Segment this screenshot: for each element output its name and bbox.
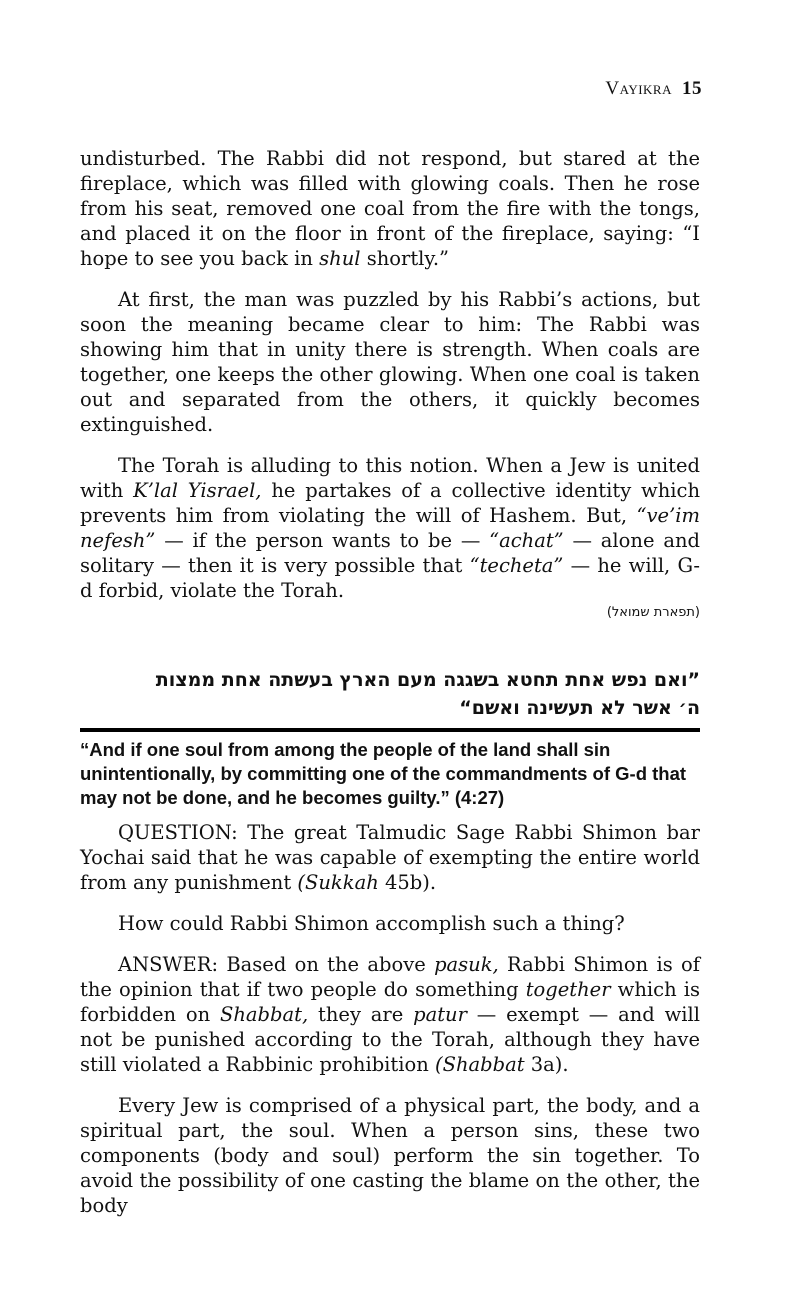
paragraph-3: The Torah is alluding to this notion. When a Jew is united with K’lal Yisrael, he partakes of a collective identity which prevents him from violating the will of Hashem. But, “ve’im nefesh” — if the person wants to be — “achat” — alone and solitary — then it is very possible that “techeta” — he will, G-d forbid, violate the Torah.	[80, 454, 701, 602]
question-paragraph: QUESTION: The great Talmudic Sage Rabbi Shimon bar Yochai said that he was capable of exempting the entire world from any punishment (Sukkah 45b).	[80, 821, 700, 894]
page-body	[80, 146, 700, 1234]
verse-translation: “And if one soul from among the people of the land shall sin unintentionally, by committing one of the commandments of G-d that may not be done, and he becomes guilty.” (4:27)	[80, 739, 687, 808]
hebrew-verse	[80, 666, 700, 732]
running-title: Vayikra	[605, 78, 672, 99]
source-citation: (תפארת שמואל)	[606, 605, 700, 620]
paragraph-4: Every Jew is comprised of a physical part, the body, and a spiritual part, the soul. When a person sins, these two components (body and soul) perform the sin together. To avoid the possibility of one casting the blame on the other, the body	[80, 1094, 700, 1217]
paragraph-1: undisturbed. The Rabbi did not respond, but stared at the fireplace, which was filled with glowing coals. Then he rose from his seat, removed one coal from the fire with the tongs, and placed it on the floor in front of the fireplace, saying: “I hope to see you back in shul shortly.”	[80, 147, 700, 270]
hebrew-verse-line-2: ה׳ אשר לא תעשינה ואשם“	[459, 697, 700, 719]
page-number: 15	[682, 78, 702, 99]
paragraph-2: At first, the man was puzzled by his Rabbi’s actions, but soon the meaning became clear to him: The Rabbi was showing him that in unity there is strength. When coals are together, one keeps the other glowing. When one coal is taken out and separated from the others, it quickly becomes extinguished.	[80, 288, 700, 436]
running-header	[605, 78, 702, 100]
answer-paragraph: ANSWER: Based on the above pasuk, Rabbi Shimon is of the opinion that if two people do something together which is forbidden on Shabbat, they are patur — exempt — and will not be punished according to the Torah, although they have still violated a Rabbinic prohibition (Shabbat 3a).	[80, 953, 700, 1076]
hebrew-verse-line-1: ”ואם נפש אחת תחטא בשגגה מעם הארץ בעשתה אחת ממצות	[155, 669, 700, 691]
question-paragraph-2: How could Rabbi Shimon accomplish such a thing?	[118, 912, 625, 935]
